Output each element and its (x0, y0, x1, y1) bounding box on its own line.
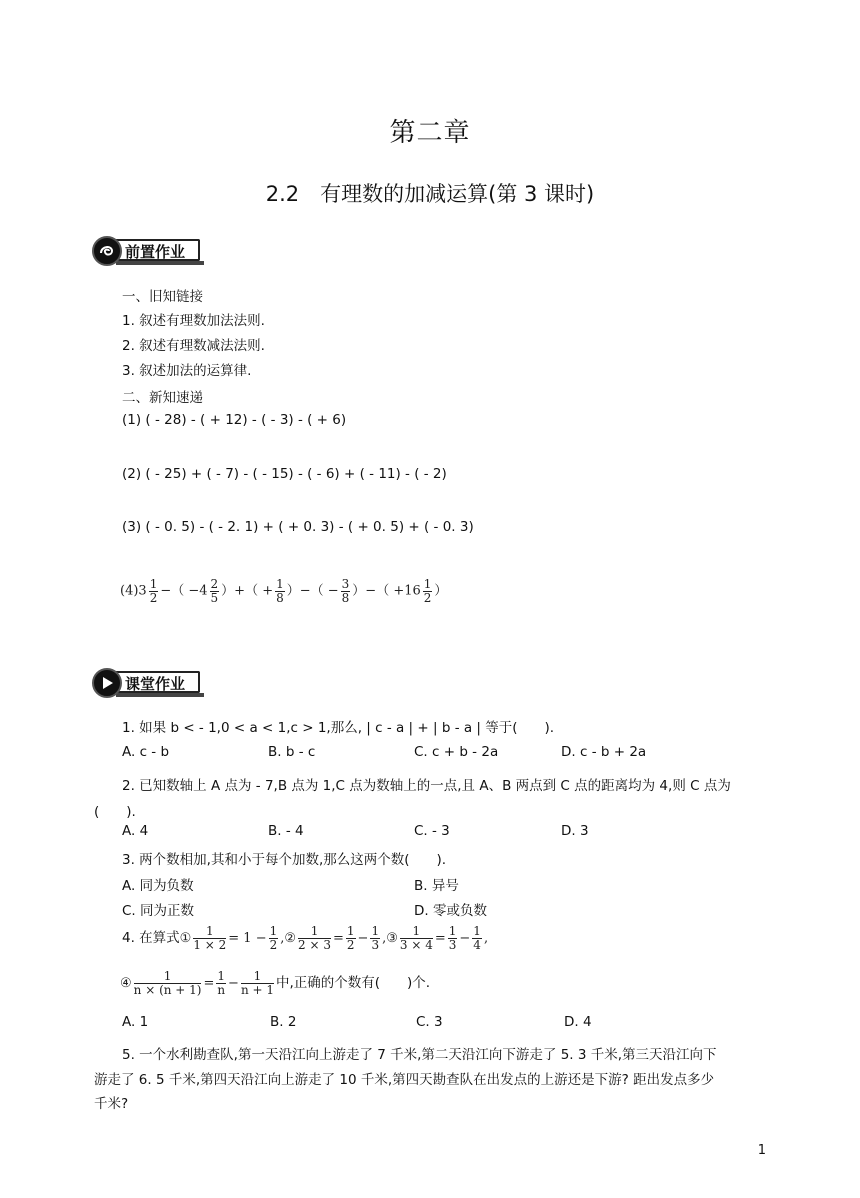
option: A. 同为负数 (122, 878, 194, 894)
option: D. 零或负数 (414, 903, 487, 919)
fraction: $\frac{1}{n}$ (217, 969, 226, 997)
option: B. 2 (270, 1014, 297, 1030)
option: B. b - c (268, 744, 316, 760)
option: C. c + b - 2a (414, 744, 499, 760)
option: A. 4 (122, 823, 149, 839)
question-text: 1. 如果 b < - 1,0 < a < 1,c > 1,那么, | c - a | + | b - a | 等于( ). (122, 720, 555, 736)
fraction: $\frac{1}{1 \times 2}$ (193, 924, 227, 952)
question-text: ( ). (94, 804, 136, 820)
swirl-icon (92, 236, 122, 266)
fraction-expression: (4)3 $\frac{1}{2}$ −（ −4 $\frac{2}{5}$ ）+（ + $\frac{1}{8}$ ）−（ − $\frac{3}{8}$ ）−（ +16 $\frac{1}{2}$ ） (120, 577, 448, 605)
page-number: 1 (757, 1143, 766, 1158)
new-knowledge-heading: 二、新知速递 (122, 390, 203, 406)
fraction: $\frac{1}{8}$ (276, 577, 284, 605)
question-text: 2. 叙述有理数减法法则. (122, 338, 265, 354)
fraction: $\frac{1}{3 \times 4}$ (399, 924, 433, 952)
option: D. c - b + 2a (561, 744, 647, 760)
option: B. 异号 (414, 878, 459, 894)
class-work-banner (92, 668, 212, 698)
pre-work-label: 前置作业 (125, 243, 186, 261)
expression: (3) ( - 0. 5) - ( - 2. 1) + ( + 0. 3) - ( + 0. 5) + ( - 0. 3) (122, 519, 474, 535)
option: A. 1 (122, 1014, 149, 1030)
option: C. 3 (416, 1014, 443, 1030)
expression: (2) ( - 25) + ( - 7) - ( - 15) - ( - 6) + ( - 11) - ( - 2) (122, 466, 447, 482)
option: D. 3 (561, 823, 589, 839)
fraction: $\frac{1}{2 \times 3}$ (298, 924, 331, 952)
option: C. - 3 (414, 823, 450, 839)
fraction: $\frac{1}{4}$ (473, 924, 481, 952)
pre-work-banner (92, 236, 212, 266)
fraction: $\frac{1}{2}$ (269, 924, 278, 952)
fraction: $\frac{1}{3}$ (448, 924, 457, 952)
question-text: 千米? (94, 1096, 129, 1112)
option: C. 同为正数 (122, 903, 195, 919)
option: D. 4 (564, 1014, 592, 1030)
question-text: ④ $\frac{1}{n \times (n + 1)}$ = $\frac{1}{n}$ − $\frac{1}{n + 1}$ 中,正确的个数有( )个. (120, 969, 431, 997)
question-text: 游走了 6. 5 千米,第四天沿江向上游走了 10 千米,第四天勘查队在出发点的上游还是下游? 距出发点多少 (94, 1072, 715, 1088)
fraction: $\frac{1}{n + 1}$ (240, 969, 274, 997)
question-text: 2. 已知数轴上 A 点为 - 7,B 点为 1,C 点为数轴上的一点,且 A、B 两点到 C 点的距离均为 4,则 C 点为 (122, 778, 731, 794)
fraction: $\frac{2}{5}$ (210, 577, 219, 605)
fraction: $\frac{3}{8}$ (341, 577, 350, 605)
question-text: 1. 叙述有理数加法法则. (122, 313, 265, 329)
question-text: 3. 叙述加法的运算律. (122, 363, 252, 379)
play-icon (92, 668, 122, 698)
question-text: 4. 在算式① $\frac{1}{1 \times 2}$ = 1 − $\frac{1}{2}$ ,② $\frac{1}{2 \times 3}$ = $\frac{1}{2}$ − $\frac{1}{3}$ ,③ $\frac{1}{3 \times 4}$ = $\frac{1}{3}$ − $\frac{1}{4}$ , (122, 924, 489, 952)
fraction: $\frac{1}{2}$ (423, 577, 432, 605)
fraction: $\frac{1}{2}$ (346, 924, 355, 952)
class-work-label: 课堂作业 (125, 675, 186, 693)
old-knowledge-heading: 一、旧知链接 (122, 289, 203, 305)
chapter-title: 第二章 (389, 118, 471, 148)
question-text: 5. 一个水利勘查队,第一天沿江向上游走了 7 千米,第二天沿江向下游走了 5. 3 千米,第三天沿江向下 (122, 1047, 717, 1063)
section-title: 2.2 有理数的加减运算(第 3 课时) (265, 182, 595, 206)
fraction: $\frac{1}{3}$ (371, 924, 380, 952)
question-text: 3. 两个数相加,其和小于每个加数,那么这两个数( ). (122, 852, 447, 868)
option: A. c - b (122, 744, 170, 760)
fraction: $\frac{1}{2}$ (149, 577, 158, 605)
option: B. - 4 (268, 823, 304, 839)
fraction: $\frac{1}{n \times (n + 1)}$ (133, 969, 202, 997)
expression: (1) ( - 28) - ( + 12) - ( - 3) - ( + 6) (122, 412, 347, 428)
